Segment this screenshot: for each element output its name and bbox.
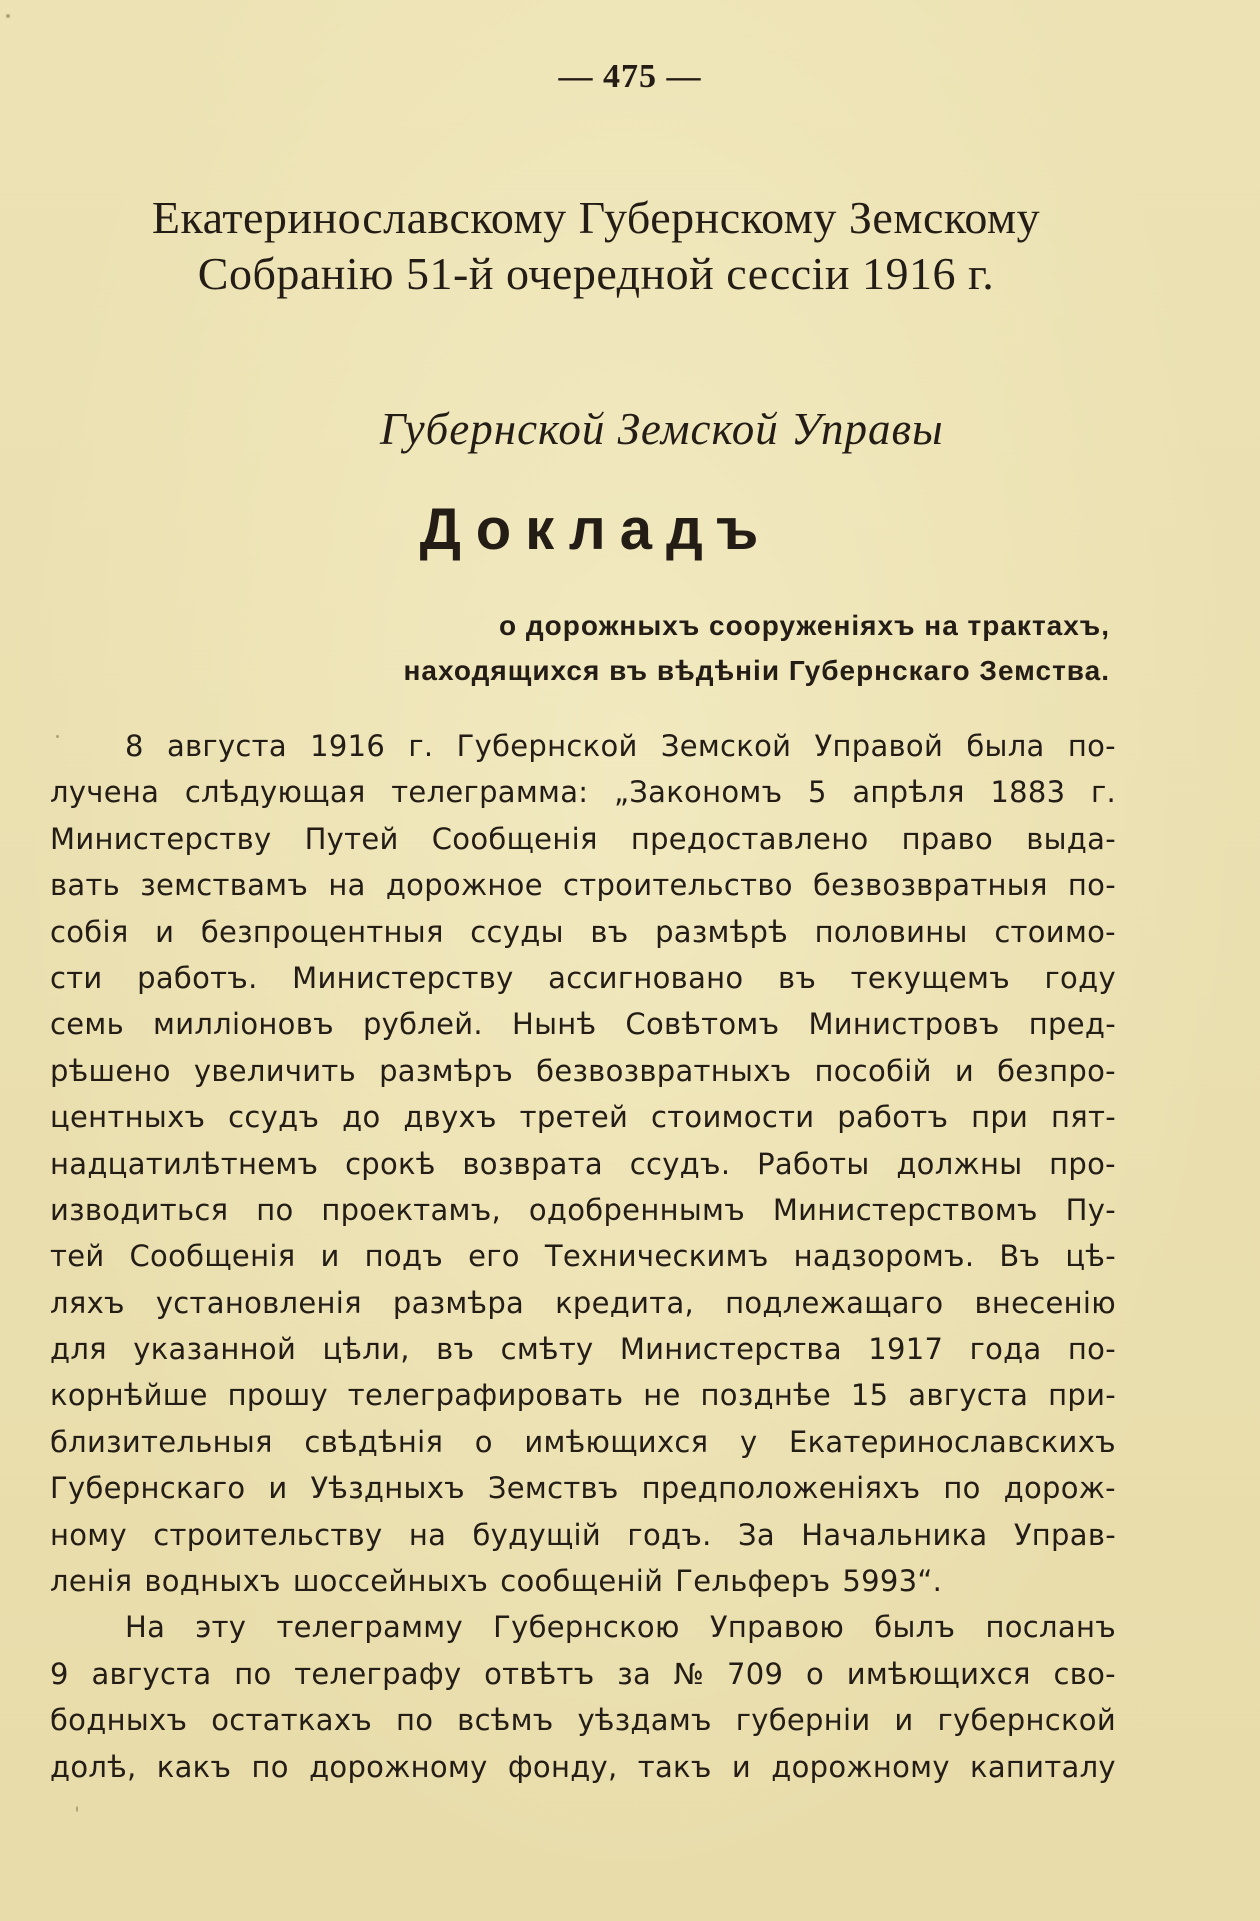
word: Путей (304, 821, 399, 856)
word: ссуды (470, 914, 564, 949)
word: лучена (50, 775, 160, 810)
word: прошу (227, 1378, 328, 1413)
word: За (737, 1517, 775, 1552)
word: проектамъ, (321, 1192, 502, 1227)
word: бодныхъ (50, 1703, 188, 1738)
page-number: — 475 — (558, 58, 702, 95)
word: Сообщенія (431, 821, 598, 856)
text-line (50, 1512, 1116, 1558)
word: „Закономъ (613, 775, 783, 810)
word: двухъ (403, 1100, 497, 1135)
word: про- (1049, 1146, 1116, 1181)
word: на (408, 1517, 447, 1552)
word: слѣдующая (184, 775, 366, 810)
word: кредита, (555, 1285, 695, 1320)
word: при (971, 1100, 1029, 1135)
word: о (805, 1656, 824, 1691)
word: стоимости (650, 1100, 815, 1135)
text-line (50, 1141, 1116, 1187)
word: капиталу (970, 1749, 1116, 1784)
word: и (320, 1239, 340, 1274)
word: дорожному (309, 1749, 488, 1784)
word: какъ (156, 1749, 232, 1784)
word: ссудъ (228, 1100, 320, 1135)
word: г. (408, 729, 434, 763)
word: по- (1067, 729, 1116, 763)
subject-line-2: находящихся въ вѣдѣніи Губернскаго Земства. (403, 655, 1110, 686)
word: Управой (814, 729, 944, 763)
text-line (50, 1280, 1116, 1326)
word: будущій (472, 1517, 602, 1552)
word: Губернскою (493, 1610, 680, 1645)
word: близительныя (50, 1424, 273, 1459)
word: № (673, 1656, 705, 1691)
word: губерніи (735, 1703, 871, 1738)
text-line (50, 816, 1116, 862)
word: отвѣтъ (484, 1656, 595, 1691)
word: былъ (874, 1610, 956, 1645)
word: безпро- (997, 1053, 1116, 1088)
text-line (50, 1001, 1116, 1047)
text-line (50, 1744, 1116, 1790)
word: Нынѣ (512, 1007, 597, 1042)
word: Гельферъ (675, 1564, 831, 1599)
word: третей (519, 1100, 629, 1135)
word: 1916 (310, 729, 386, 763)
word: собія (50, 914, 129, 949)
word: надцатилѣтнемъ (50, 1146, 319, 1181)
word: позднѣе (700, 1378, 832, 1413)
text-line (50, 1419, 1116, 1465)
word: 709 (726, 1656, 784, 1691)
word: милліоновъ (153, 1007, 334, 1042)
word: по- (1067, 1332, 1116, 1367)
text-line (50, 862, 1116, 908)
word: дорож- (1003, 1471, 1116, 1506)
word: размѣра (392, 1285, 525, 1320)
document-heading (0, 190, 1192, 302)
word: не (643, 1378, 681, 1413)
word: Губернскаго (50, 1471, 246, 1506)
word: года (969, 1332, 1042, 1367)
word: при- (1048, 1378, 1116, 1413)
word: Управ- (1013, 1517, 1116, 1552)
word: подъ (364, 1239, 444, 1274)
word: установленія (155, 1285, 362, 1320)
word: по (251, 1749, 289, 1784)
word: размѣръ (379, 1053, 514, 1088)
word: предоставлено (630, 821, 869, 856)
word: дорожному (771, 1749, 950, 1784)
word: по (395, 1703, 434, 1738)
heading-line-1: Екатеринославскому Губернскому Земскому (151, 192, 1041, 243)
word: 9 (50, 1656, 69, 1691)
word: августа (91, 1656, 212, 1691)
word: надзоромъ. (793, 1239, 975, 1274)
word: подлежащаго (725, 1285, 944, 1320)
word: возврата (462, 1146, 603, 1181)
word: и (894, 1703, 914, 1738)
word: и (155, 914, 175, 949)
word: Министровъ (808, 1007, 1000, 1042)
word: по- (1067, 868, 1116, 903)
word: Техническимъ (544, 1239, 769, 1274)
word: Министерству (50, 821, 272, 856)
word: Губернской (456, 729, 638, 763)
word: годъ. (627, 1517, 712, 1552)
word: изводиться (50, 1192, 229, 1227)
word: Управою (709, 1610, 845, 1645)
word: до (342, 1100, 381, 1135)
word: свѣдѣнія (304, 1424, 444, 1459)
word: работъ (837, 1100, 949, 1135)
word: 8 (125, 729, 144, 763)
word: безпроцентныя (200, 914, 444, 949)
word: и (954, 1053, 975, 1088)
document-title: Докладъ (419, 497, 773, 562)
word: для (50, 1332, 107, 1367)
word: остаткахъ (211, 1703, 373, 1738)
word: Въ (999, 1239, 1041, 1274)
word: 5 (807, 775, 827, 810)
document-subject (300, 603, 1110, 693)
heading-line-2: Собранію 51-й очередной сессіи 1916 г. (197, 248, 995, 299)
word: Совѣтомъ (625, 1007, 780, 1042)
word: августа (908, 1378, 1029, 1413)
word: вать (50, 868, 121, 903)
word: у (739, 1424, 758, 1459)
word: г. (1090, 775, 1116, 810)
word: эту (195, 1610, 247, 1645)
word: о (474, 1424, 493, 1459)
word: корнѣйше (50, 1378, 208, 1413)
word: всѣмъ (457, 1703, 554, 1738)
word: Работы (757, 1146, 870, 1181)
word: ленія (50, 1564, 133, 1599)
word: имѣющихся (846, 1656, 1031, 1691)
word: 5993“. (842, 1564, 943, 1599)
text-line (50, 1697, 1116, 1743)
word: телеграфу (294, 1656, 462, 1691)
subject-line-1: о дорожныхъ сооруженіяхъ на трактахъ, (498, 610, 1110, 641)
word: Сообщенія (129, 1239, 296, 1274)
word: цѣ- (1065, 1239, 1116, 1274)
word: пят- (1051, 1100, 1116, 1135)
word: рублей. (362, 1007, 483, 1042)
word: размѣрѣ (655, 914, 789, 949)
text-line (50, 955, 1116, 1001)
word: На (125, 1610, 166, 1645)
text-line (50, 909, 1116, 955)
word: выда- (1026, 821, 1116, 856)
word: ному (50, 1517, 127, 1552)
word: пособій (814, 1053, 932, 1088)
word: Земствъ (487, 1471, 619, 1506)
word: тей (50, 1239, 105, 1274)
word: семь (50, 1007, 124, 1042)
word: долѣ, (50, 1749, 137, 1784)
text-line (50, 1326, 1116, 1372)
text-line (50, 723, 1116, 769)
word: строительство (563, 868, 793, 903)
word: по (943, 1471, 981, 1506)
word: и (731, 1749, 752, 1784)
text-line (50, 1651, 1116, 1697)
word: сти (50, 960, 103, 995)
word: фонду, (507, 1749, 618, 1784)
text-line (50, 1372, 1116, 1418)
word: безвозвратныхъ (536, 1053, 792, 1088)
word: внесенію (974, 1285, 1116, 1320)
word: въ (590, 914, 629, 949)
word: текущемъ (850, 960, 1010, 995)
word: дорожное (385, 868, 543, 903)
word: шоссейныхъ (292, 1564, 489, 1599)
word: уѣздамъ (577, 1703, 712, 1738)
text-line (50, 769, 1116, 815)
word: цѣли, (322, 1332, 410, 1367)
word: право (901, 821, 994, 856)
word: предположеніяхъ (641, 1471, 921, 1506)
word: должны (896, 1146, 1023, 1181)
word: Екатеринославскихъ (788, 1424, 1116, 1459)
word: центныхъ (50, 1100, 206, 1135)
text-line (50, 1558, 1116, 1604)
text-line (50, 1233, 1116, 1279)
word: Министерства (619, 1332, 842, 1367)
word: и (268, 1471, 288, 1506)
word: августа (166, 729, 287, 763)
word: 1917 (868, 1332, 944, 1367)
word: срокѣ (345, 1146, 436, 1181)
word: ляхъ (50, 1285, 125, 1320)
word: ссудъ. (629, 1146, 731, 1181)
word: году (1044, 960, 1116, 995)
word: работъ. (137, 960, 258, 995)
word: такъ (637, 1749, 712, 1784)
word: въ (777, 960, 817, 995)
word: Начальника (801, 1517, 988, 1552)
word: строительству (153, 1517, 383, 1552)
word: смѣту (500, 1332, 594, 1367)
text-line (50, 1465, 1116, 1511)
word: по (234, 1656, 272, 1691)
word: безвозвратныя (812, 868, 1048, 903)
word: водныхъ (144, 1564, 281, 1599)
word: имѣющихся (524, 1424, 709, 1459)
word: посланъ (985, 1610, 1116, 1645)
word: апрѣля (852, 775, 965, 810)
word: Министерству (292, 960, 514, 995)
paper-speck (76, 1806, 78, 1812)
word: на (328, 868, 366, 903)
word: телеграфировать (347, 1378, 624, 1413)
word: одобреннымъ (528, 1192, 745, 1227)
paper-speck (6, 14, 10, 18)
word: указанной (133, 1332, 297, 1367)
word: земствамъ (140, 868, 309, 903)
word: пред- (1028, 1007, 1116, 1042)
text-line (50, 1187, 1116, 1233)
word: стоимо- (994, 914, 1116, 949)
word: по (256, 1192, 294, 1227)
text-line (50, 1048, 1116, 1094)
word: 1883 (990, 775, 1066, 810)
word: за (617, 1656, 652, 1691)
word: въ (436, 1332, 475, 1367)
text-line (50, 1604, 1116, 1650)
word: рѣшено (50, 1053, 171, 1088)
word: Пу- (1065, 1192, 1116, 1227)
word: Земской (660, 729, 792, 763)
word: была (966, 729, 1045, 763)
word: его (468, 1239, 520, 1274)
word: 15 (850, 1378, 889, 1413)
word: Уѣздныхъ (310, 1471, 465, 1506)
word: сво- (1053, 1656, 1116, 1691)
issuer-subtitle: Губернской Земской Управы (380, 404, 944, 454)
word: ассигновано (548, 960, 744, 995)
word: Министерствомъ (772, 1192, 1038, 1227)
word: телеграмма: (391, 775, 589, 810)
word: половины (814, 914, 968, 949)
word: губернской (937, 1703, 1116, 1738)
word: увеличить (193, 1053, 357, 1088)
body-text (50, 723, 1116, 1790)
paper-speck (56, 735, 59, 738)
word: сообщеній (500, 1564, 664, 1599)
word: телеграмму (276, 1610, 463, 1645)
text-line (50, 1094, 1116, 1140)
